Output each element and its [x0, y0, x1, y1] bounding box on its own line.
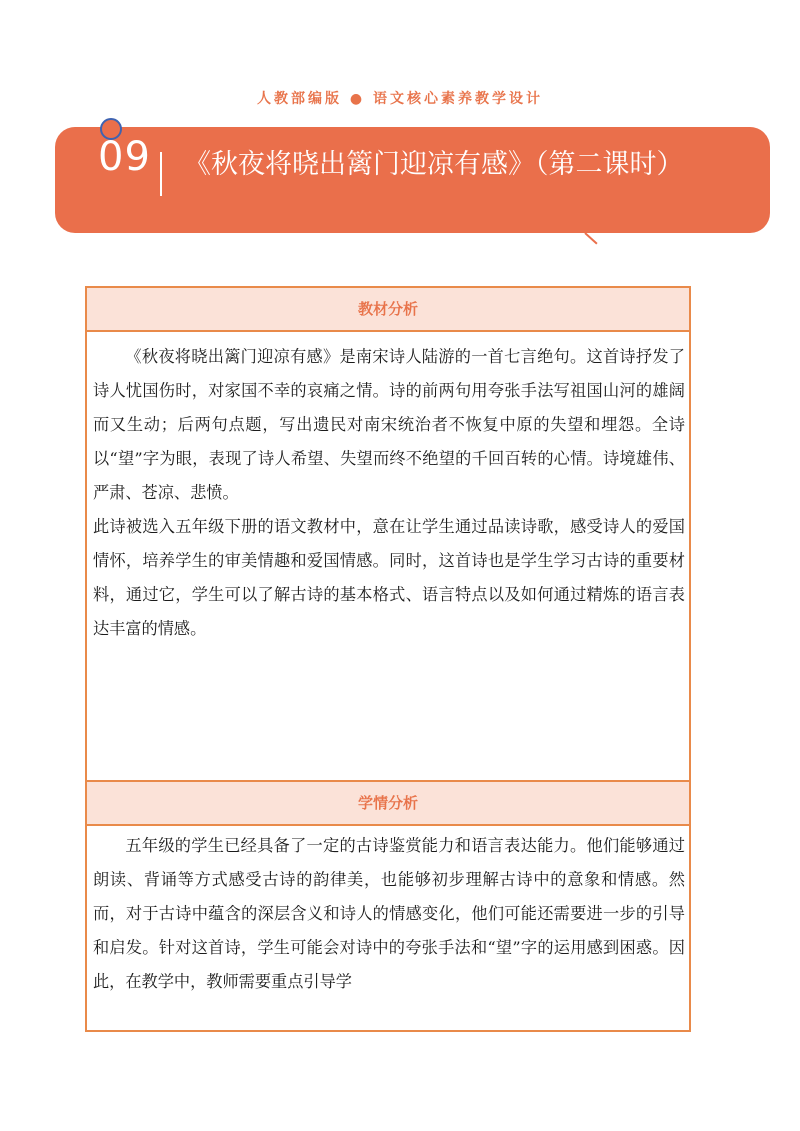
paragraph: 《秋夜将晓出篱门迎凉有感》是南宋诗人陆游的一首七言绝句。这首诗抒发了诗人忧国伤时，对家国不幸的哀痛之情。诗的前两句用夸张手法写祖国山河的雄阔而又生动；后两句点题，写出遗民对南宋统治者不恢复中原的失望和埋怨。全诗以“望”字为眼，表现了诗人希望、失望而终不绝望的千回百转的心情。诗境雄伟、严肃、苍凉、悲愤。 — [93, 347, 685, 502]
paragraph: 此诗被选入五年级下册的语文教材中，意在让学生通过品读诗歌，感受诗人的爱国情怀，培养学生的审美情趣和爱国情感。同时，这首诗也是学生学习古诗的重要材料，通过它，学生可以了解古诗的基本格式、语言特点以及如何通过精炼的语言表达丰富的情感。 — [93, 517, 685, 638]
lesson-number: 09 — [98, 134, 151, 180]
paragraph: 五年级的学生已经具备了一定的古诗鉴赏能力和语言表达能力。他们能够通过朗读、背诵等方式感受古诗的韵律美，也能够初步理解古诗中的意象和情感。然而，对于古诗中蕴含的深层含义和诗人的情感变化，他们可能还需要进一步的引导和启发。针对这首诗，学生可能会对诗中的夸张手法和“望”字的运用感到困惑。因此，在教学中，教师需要重点引导学 — [93, 836, 685, 991]
series-title: 人教部编版 ● 语文核心素养教学设计 — [257, 91, 543, 107]
lesson-title: 《秋夜将晓出篱门迎凉有感》（第二课时） — [184, 149, 684, 180]
section-body-student-analysis — [93, 829, 685, 1029]
content-box — [85, 286, 691, 1032]
section-heading-student-analysis: 学情分析 — [87, 780, 689, 826]
section-body-textbook-analysis — [93, 340, 685, 646]
banner-divider — [160, 152, 162, 196]
banner-tail-line — [584, 232, 597, 244]
section-heading-textbook-analysis: 教材分析 — [87, 288, 689, 332]
